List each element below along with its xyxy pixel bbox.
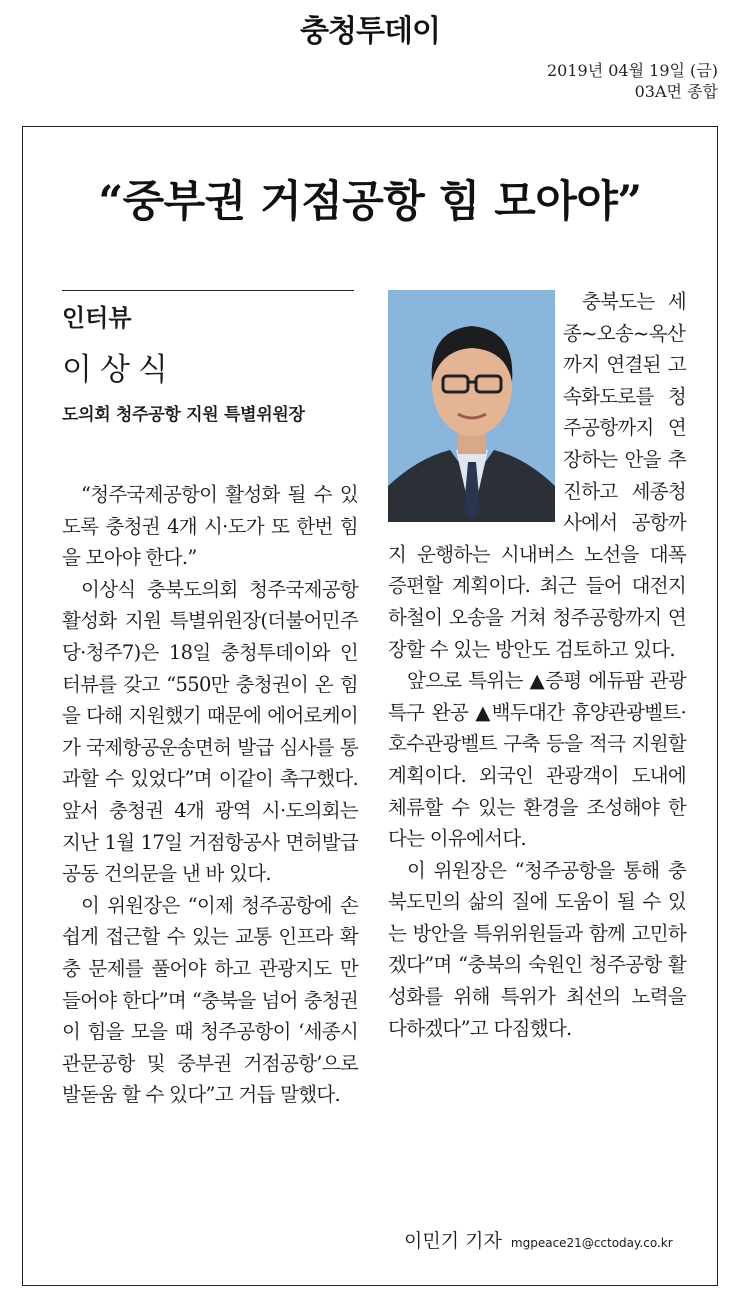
interviewee-name: 이상식 <box>62 352 176 388</box>
portrait-illustration <box>388 290 555 522</box>
interviewee-title: 도의회 청주공항 지원 특별위원장 <box>62 405 305 425</box>
paragraph: “청주국제공항이 활성화 될 수 있도록 충청권 4개 시·도가 또 한번 힘을 모아야 한다.” <box>62 483 358 570</box>
portrait-photo <box>388 290 555 522</box>
newspaper-masthead: 충청투데이 <box>300 14 440 49</box>
paragraph: 이 위원장은 “청주공항을 통해 충북도민의 삶의 질에 도움이 될 수 있는 방안을 특위위원들과 함께 고민하겠다”며 “충북의 숙원인 청주공항 활성화를 위해 특위가 최선의 노력을 다하겠다”고 다짐했다. <box>388 858 686 1040</box>
paragraph: 이 위원장은 “이제 청주공항에 손쉽게 접근할 수 있는 교통 인프라 확충 문제를 풀어야 하고 관광지도 만들어야 한다”며 “충북을 넘어 충청권이 힘을 모을 때 청주공항이 ‘세종시 관문공항 및 중부권 거점공항’으로 발돋움 할 수 있다”고 거듭 말했다. <box>62 893 358 1107</box>
reporter-email: mgpeace21@cctoday.co.kr <box>510 1236 673 1250</box>
article-body-right <box>388 286 686 1044</box>
byline <box>404 1226 673 1253</box>
page-section: 03A면 종합 <box>634 82 718 101</box>
article-body-left <box>62 479 358 1111</box>
reporter-name: 이민기 기자 <box>404 1230 502 1252</box>
paragraph: 이상식 충북도의회 청주국제공항 활성화 지원 특별위원장(더불어민주당·청주7)은 18일 충청투데이와 인터뷰를 갖고 “550만 충청권이 온 힘을 다해 지원했기 때문에 에어로케이가 국제항공운송면허 발급 심사를 통과할 수 있었다”며 이같이 촉구했다. 앞서 충청권 4개 광역 시·도의회는 지난 1월 17일 거점항공사 면허발급 공동 건의문을 낸 바 있다. <box>62 577 358 886</box>
paragraph: 앞으로 특위는 ▲증평 에듀팜 관광특구 완공 ▲백두대간 휴양관광벨트·호수관광벨트 구축 등을 적극 지원할 계획이다. 외국인 관광객이 도내에 체류할 수 있는 환경을 조성해야 한다는 이유에서다. <box>388 669 686 851</box>
publication-date: 2019년 04월 19일 (금) <box>546 61 718 80</box>
kicker-rule <box>62 290 354 291</box>
article-kicker: 인터뷰 <box>62 304 132 332</box>
article-headline: “중부권 거점공항 힘 모아야” <box>98 177 642 227</box>
paragraph: 충북도는 세종~오송~옥산까지 연결된 고속화도로를 청주공항까지 연장하는 안을 추진하고 세종청사에서 공항까지 운행하는 시내버스 노선을 대폭 증편할 계획이다. 최근 들어 대전지하철이 오송을 거쳐 청주공항까지 연장할 수 있는 방안도 검토하고 있다. <box>388 290 686 661</box>
dateline <box>547 60 718 102</box>
